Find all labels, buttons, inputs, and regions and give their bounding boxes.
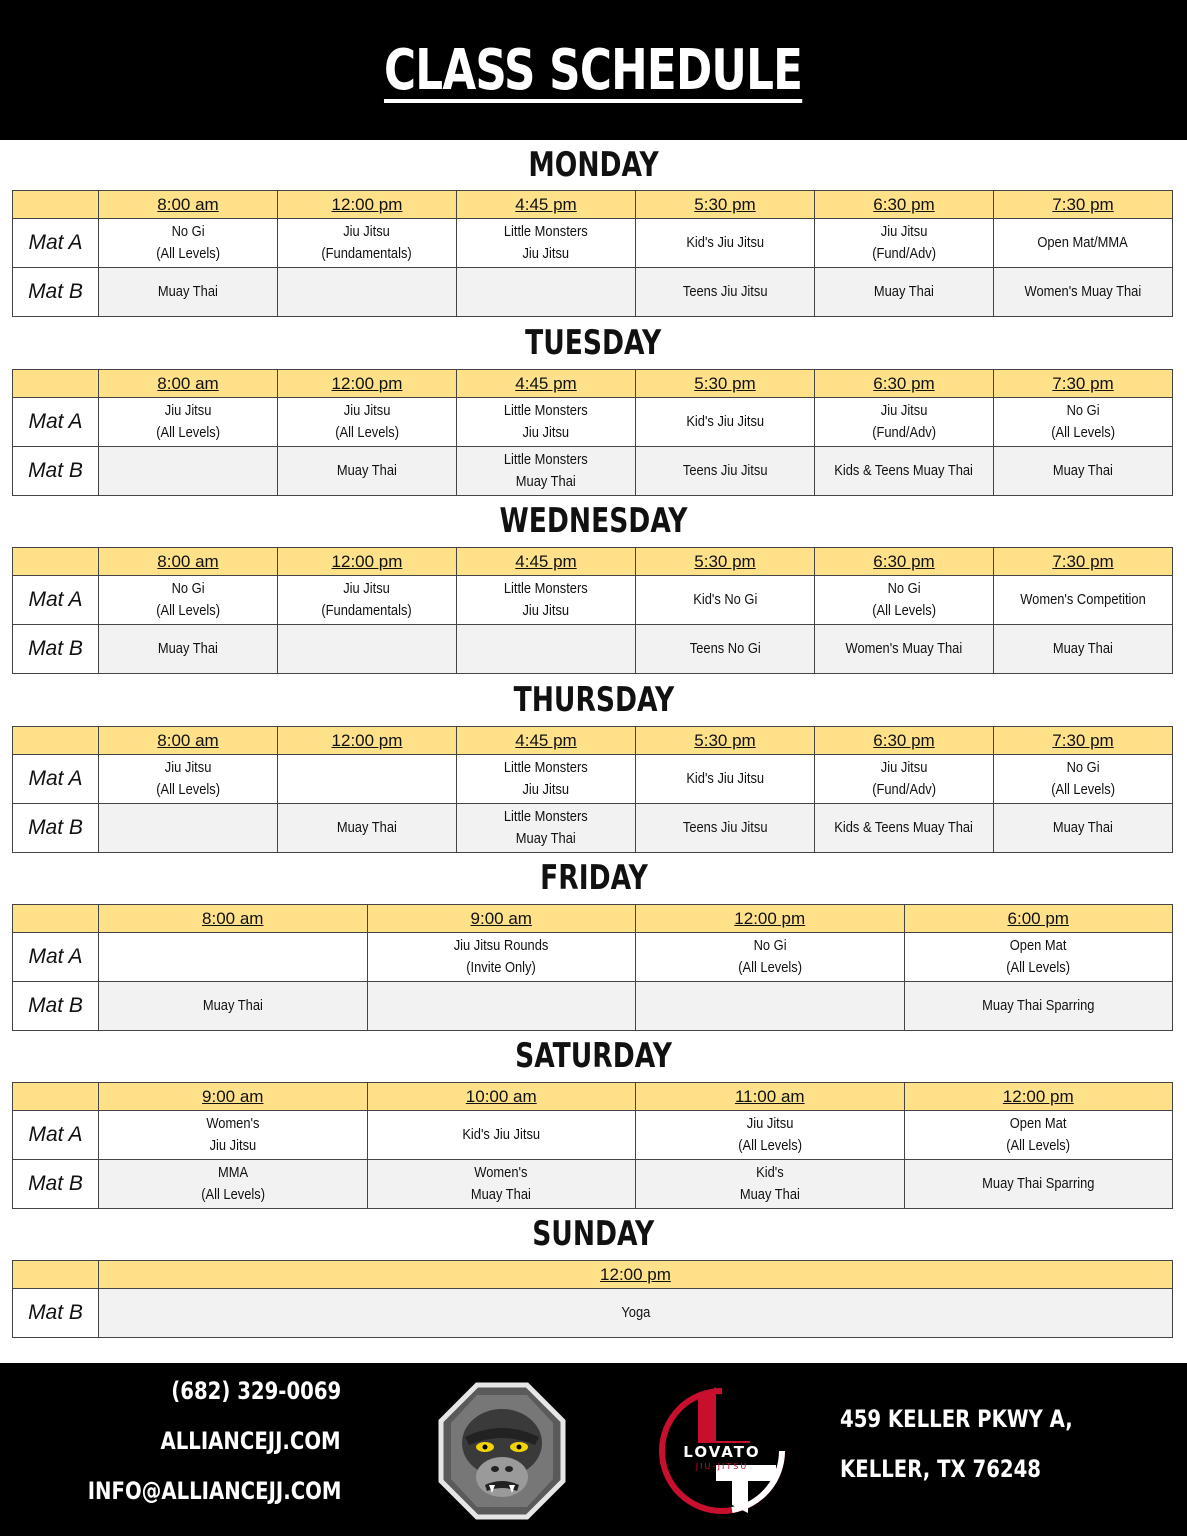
class-cell: Kids & Teens Muay Thai: [815, 804, 994, 853]
corner-cell: [13, 191, 99, 219]
class-cell: Kid's Jiu Jitsu: [636, 755, 815, 804]
day-title-sunday: SUNDAY: [532, 1214, 655, 1254]
class-cell: Jiu Jitsu (Fund/Adv): [815, 755, 994, 804]
time-slot-8-00-am: 8:00 am: [99, 191, 278, 219]
time-slot-12-00-pm: 12:00 pm: [278, 191, 457, 219]
time-slot-7-30-pm: 7:30 pm: [994, 191, 1173, 219]
class-cell: [278, 755, 457, 804]
time-slot-12-00-pm: 12:00 pm: [904, 1083, 1173, 1111]
class-cell: Women's Muay Thai: [994, 268, 1173, 317]
class-cell: Women's Muay Thai: [367, 1160, 636, 1209]
class-cell: Muay Thai: [994, 625, 1173, 674]
class-cell: [367, 982, 636, 1031]
time-slot-5-30-pm: 5:30 pm: [636, 727, 815, 755]
class-cell: Kids & Teens Muay Thai: [815, 447, 994, 496]
time-slot-12-00-pm: 12:00 pm: [636, 905, 905, 933]
schedule-table-saturday: [12, 1082, 1173, 1209]
class-cell: Teens No Gi: [636, 625, 815, 674]
class-cell: Jiu Jitsu (All Levels): [278, 398, 457, 447]
phone-number[interactable]: (682) 329-0069: [171, 1377, 341, 1405]
time-slot-4-45-pm: 4:45 pm: [457, 548, 636, 576]
time-slot-5-30-pm: 5:30 pm: [636, 548, 815, 576]
class-cell: Jiu Jitsu (Fundamentals): [278, 576, 457, 625]
mat-b-label: Mat B: [13, 268, 99, 317]
svg-text:LOVATO: LOVATO: [683, 1443, 761, 1461]
class-cell: Muay Thai: [99, 268, 278, 317]
mat-b-row: [13, 1289, 1173, 1338]
schedule-table-wednesday: [12, 547, 1173, 674]
schedule-table-tuesday: [12, 369, 1173, 496]
class-cell: Little Monsters Jiu Jitsu: [457, 755, 636, 804]
class-cell: Jiu Jitsu (All Levels): [99, 755, 278, 804]
mat-b-row: [13, 625, 1173, 674]
class-cell: Kid's Jiu Jitsu: [367, 1111, 636, 1160]
class-cell: Muay Thai: [278, 447, 457, 496]
mat-a-row: [13, 219, 1173, 268]
time-slot-6-00-pm: 6:00 pm: [904, 905, 1173, 933]
mat-b-row: [13, 1160, 1173, 1209]
mat-a-label: Mat A: [13, 219, 99, 268]
class-cell: Women's Muay Thai: [815, 625, 994, 674]
svg-text:JIU-JITSU: JIU-JITSU: [695, 1462, 749, 1471]
class-cell: Muay Thai: [99, 625, 278, 674]
class-cell: [99, 804, 278, 853]
mat-a-label: Mat A: [13, 576, 99, 625]
mat-b-label: Mat B: [13, 804, 99, 853]
time-slot-9-00-am: 9:00 am: [367, 905, 636, 933]
time-header-row: [13, 191, 1173, 219]
day-title-friday: FRIDAY: [539, 858, 648, 898]
time-slot-10-00-am: 10:00 am: [367, 1083, 636, 1111]
time-slot-8-00-am: 8:00 am: [99, 548, 278, 576]
page-title: CLASS SCHEDULE: [384, 37, 803, 103]
time-slot-6-30-pm: 6:30 pm: [815, 548, 994, 576]
corner-cell: [13, 1083, 99, 1111]
class-cell: [457, 625, 636, 674]
class-cell: Open Mat (All Levels): [904, 1111, 1173, 1160]
class-cell: MMA (All Levels): [99, 1160, 368, 1209]
mat-a-row: [13, 755, 1173, 804]
mat-b-label: Mat B: [13, 1160, 99, 1209]
class-cell: [99, 447, 278, 496]
day-title-thursday: THURSDAY: [513, 680, 674, 720]
class-cell: Jiu Jitsu (All Levels): [636, 1111, 905, 1160]
class-cell: Little Monsters Muay Thai: [457, 804, 636, 853]
class-cell: Muay Thai Sparring: [904, 982, 1173, 1031]
class-cell: Jiu Jitsu (Fund/Adv): [815, 398, 994, 447]
class-cell: Little Monsters Jiu Jitsu: [457, 219, 636, 268]
page-header: [0, 0, 1187, 140]
time-slot-7-30-pm: 7:30 pm: [994, 548, 1173, 576]
address-line-2: KELLER, TX 76248: [840, 1455, 1041, 1483]
class-cell: Muay Thai: [815, 268, 994, 317]
class-cell: Little Monsters Jiu Jitsu: [457, 576, 636, 625]
corner-cell: [13, 548, 99, 576]
corner-cell: [13, 905, 99, 933]
time-slot-4-45-pm: 4:45 pm: [457, 191, 636, 219]
class-cell: Muay Thai: [994, 447, 1173, 496]
time-header-row: [13, 548, 1173, 576]
mat-b-label: Mat B: [13, 447, 99, 496]
time-header-row: [13, 905, 1173, 933]
time-slot-7-30-pm: 7:30 pm: [994, 370, 1173, 398]
mat-a-row: [13, 576, 1173, 625]
class-cell: Muay Thai: [278, 804, 457, 853]
time-header-row: [13, 727, 1173, 755]
class-cell: Women's Jiu Jitsu: [99, 1111, 368, 1160]
class-cell: Little Monsters Muay Thai: [457, 447, 636, 496]
corner-cell: [13, 370, 99, 398]
mat-b-row: [13, 982, 1173, 1031]
class-cell: Little Monsters Jiu Jitsu: [457, 398, 636, 447]
class-cell: Jiu Jitsu Rounds (Invite Only): [367, 933, 636, 982]
time-slot-5-30-pm: 5:30 pm: [636, 191, 815, 219]
mat-a-label: Mat A: [13, 755, 99, 804]
class-cell: Teens Jiu Jitsu: [636, 447, 815, 496]
time-slot-7-30-pm: 7:30 pm: [994, 727, 1173, 755]
time-slot-9-00-am: 9:00 am: [99, 1083, 368, 1111]
class-cell: No Gi (All Levels): [994, 755, 1173, 804]
mat-a-row: [13, 1111, 1173, 1160]
footer: [0, 1363, 1187, 1536]
time-slot-4-45-pm: 4:45 pm: [457, 727, 636, 755]
class-cell: Jiu Jitsu (All Levels): [99, 398, 278, 447]
corner-cell: [13, 727, 99, 755]
day-title-tuesday: TUESDAY: [525, 323, 662, 363]
class-cell: Teens Jiu Jitsu: [636, 268, 815, 317]
mat-a-label: Mat A: [13, 398, 99, 447]
time-slot-11-00-am: 11:00 am: [636, 1083, 905, 1111]
mat-a-row: [13, 933, 1173, 982]
mat-a-label: Mat A: [13, 1111, 99, 1160]
time-slot-8-00-am: 8:00 am: [99, 727, 278, 755]
class-cell: No Gi (All Levels): [994, 398, 1173, 447]
time-slot-12-00-pm: 12:00 pm: [278, 548, 457, 576]
day-title-wednesday: WEDNESDAY: [499, 501, 688, 541]
day-title-saturday: SATURDAY: [515, 1036, 672, 1076]
class-cell: No Gi (All Levels): [815, 576, 994, 625]
class-cell: Muay Thai: [99, 982, 368, 1031]
time-slot-5-30-pm: 5:30 pm: [636, 370, 815, 398]
time-slot-12-00-pm: 12:00 pm: [278, 370, 457, 398]
class-cell: Jiu Jitsu (Fundamentals): [278, 219, 457, 268]
time-slot-6-30-pm: 6:30 pm: [815, 727, 994, 755]
corner-cell: [13, 1261, 99, 1289]
time-header-row: [13, 1261, 1173, 1289]
class-cell: Muay Thai: [994, 804, 1173, 853]
class-cell: No Gi (All Levels): [99, 576, 278, 625]
class-cell: Kid's Jiu Jitsu: [636, 398, 815, 447]
mat-b-row: [13, 804, 1173, 853]
class-cell: Teens Jiu Jitsu: [636, 804, 815, 853]
time-slot-6-30-pm: 6:30 pm: [815, 370, 994, 398]
address-line-1: 459 KELLER PKWY A,: [840, 1405, 1073, 1433]
schedule-table-monday: [12, 190, 1173, 317]
class-cell: Open Mat/MMA: [994, 219, 1173, 268]
class-cell: [278, 625, 457, 674]
mat-b-label: Mat B: [13, 982, 99, 1031]
day-title-monday: MONDAY: [528, 145, 659, 185]
class-cell: [99, 933, 368, 982]
class-cell: [278, 268, 457, 317]
class-cell: [457, 268, 636, 317]
mat-a-label: Mat A: [13, 933, 99, 982]
class-cell: Kid's No Gi: [636, 576, 815, 625]
class-cell: Jiu Jitsu (Fund/Adv): [815, 219, 994, 268]
mat-a-row: [13, 398, 1173, 447]
schedule-table-sunday: [12, 1260, 1173, 1338]
gorilla-logo-icon: [437, 1381, 567, 1521]
class-cell: No Gi (All Levels): [99, 219, 278, 268]
mat-b-label: Mat B: [13, 625, 99, 674]
time-slot-8-00-am: 8:00 am: [99, 905, 368, 933]
mat-b-row: [13, 447, 1173, 496]
class-cell: Open Mat (All Levels): [904, 933, 1173, 982]
class-cell: [636, 982, 905, 1031]
mat-b-label: Mat B: [13, 1289, 99, 1338]
time-slot-4-45-pm: 4:45 pm: [457, 370, 636, 398]
class-cell: Kid's Muay Thai: [636, 1160, 905, 1209]
website-link[interactable]: ALLIANCEJJ.COM: [160, 1427, 341, 1455]
time-header-row: [13, 370, 1173, 398]
lovato-logo-icon: [652, 1381, 792, 1521]
class-cell: Kid's Jiu Jitsu: [636, 219, 815, 268]
time-slot-8-00-am: 8:00 am: [99, 370, 278, 398]
schedule-table-thursday: [12, 726, 1173, 853]
class-cell: Yoga: [99, 1289, 1173, 1338]
class-cell: No Gi (All Levels): [636, 933, 905, 982]
email-link[interactable]: INFO@ALLIANCEJJ.COM: [87, 1477, 341, 1505]
mat-b-row: [13, 268, 1173, 317]
time-slot-6-30-pm: 6:30 pm: [815, 191, 994, 219]
time-slot-12-00-pm: 12:00 pm: [99, 1261, 1173, 1289]
schedule-table-friday: [12, 904, 1173, 1031]
time-header-row: [13, 1083, 1173, 1111]
time-slot-12-00-pm: 12:00 pm: [278, 727, 457, 755]
class-cell: Muay Thai Sparring: [904, 1160, 1173, 1209]
class-cell: Women's Competition: [994, 576, 1173, 625]
